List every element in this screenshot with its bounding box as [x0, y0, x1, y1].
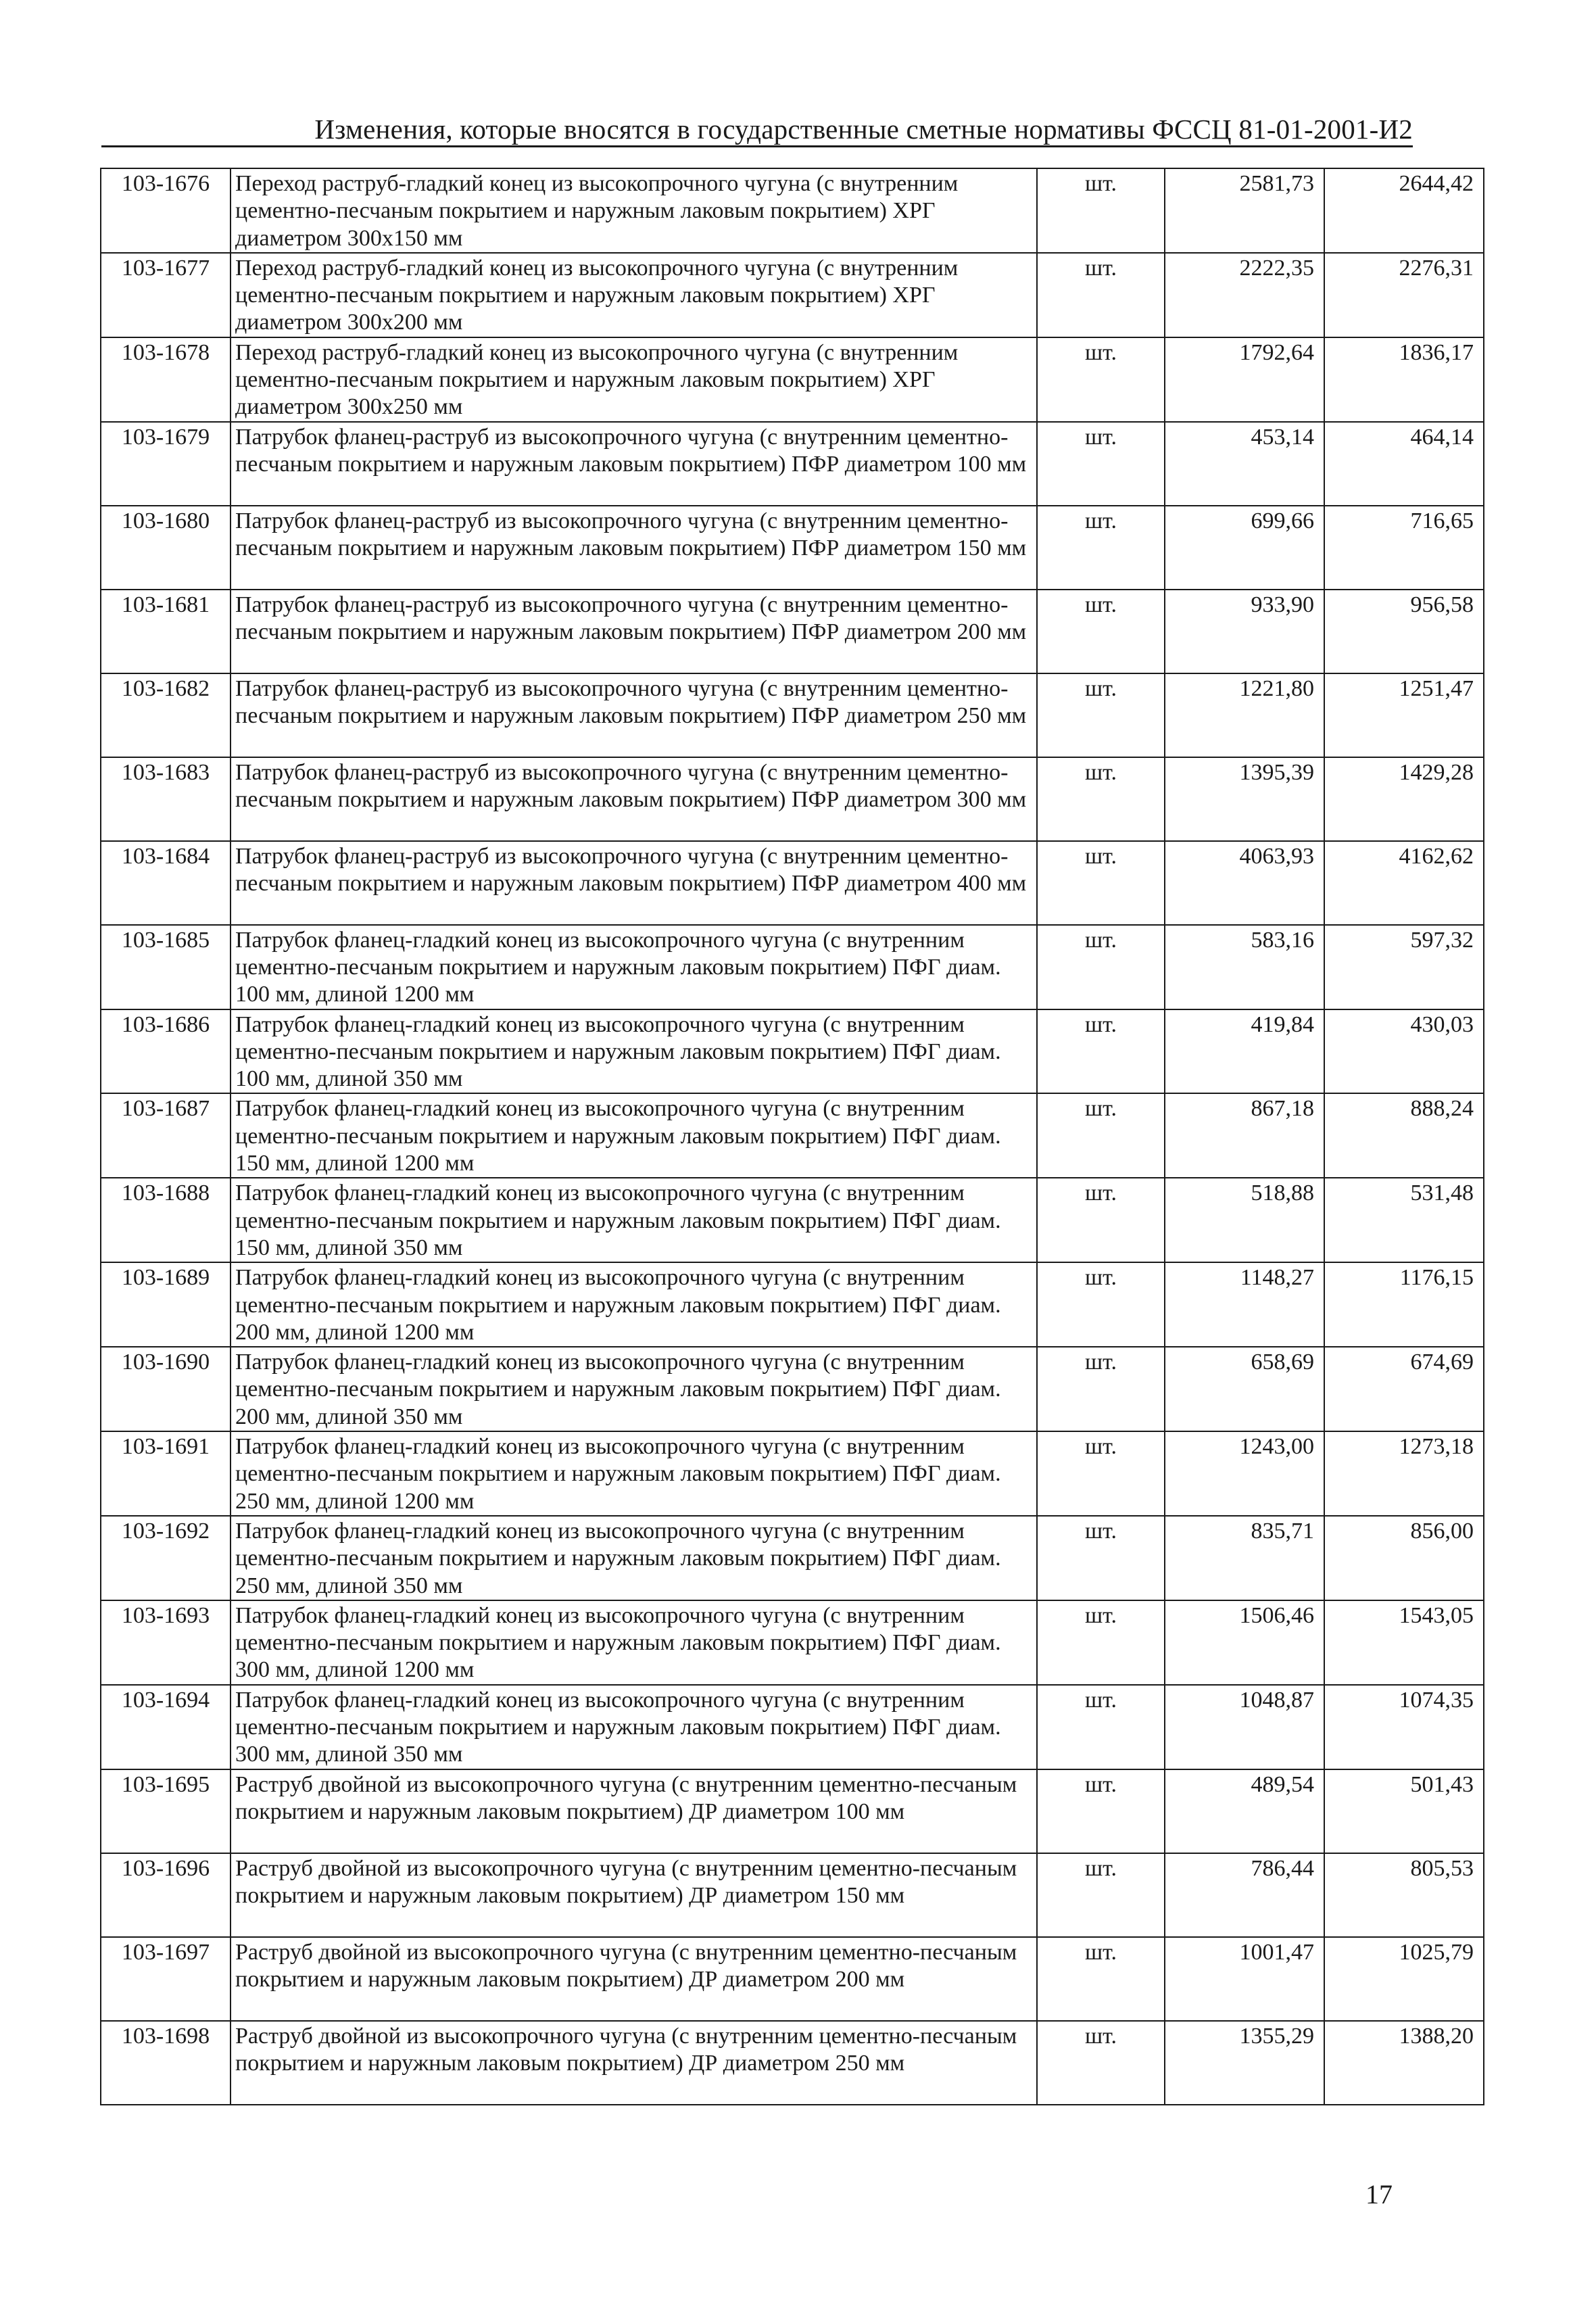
item-code: 103-1676 [101, 168, 231, 253]
item-price-1: 489,54 [1165, 1769, 1324, 1853]
item-price-2: 1025,79 [1324, 1937, 1484, 2021]
item-price-2: 1543,05 [1324, 1600, 1484, 1685]
item-unit: шт. [1037, 1347, 1165, 1431]
item-price-2: 805,53 [1324, 1853, 1484, 1937]
item-code: 103-1688 [101, 1178, 231, 1262]
item-code: 103-1683 [101, 757, 231, 841]
item-code: 103-1679 [101, 422, 231, 506]
item-price-2: 4162,62 [1324, 841, 1484, 925]
item-description: Патрубок фланец-гладкий конец из высокопрочного чугуна (с внутренним цементно-песчаным покрытием и наружным лаковым покрытием) ПФГ диам. 250 мм, длиной 350 мм [231, 1516, 1037, 1600]
item-description: Патрубок фланец-гладкий конец из высокопрочного чугуна (с внутренним цементно-песчаным покрытием и наружным лаковым покрытием) ПФГ диам. 300 мм, длиной 1200 мм [231, 1600, 1037, 1685]
item-code: 103-1685 [101, 925, 231, 1009]
item-unit: шт. [1037, 1516, 1165, 1600]
item-unit: шт. [1037, 337, 1165, 422]
item-price-1: 518,88 [1165, 1178, 1324, 1262]
table-row [101, 1516, 1484, 1600]
item-price-1: 1395,39 [1165, 757, 1324, 841]
table-row [101, 1347, 1484, 1431]
item-price-1: 867,18 [1165, 1093, 1324, 1178]
item-price-1: 1001,47 [1165, 1937, 1324, 2021]
item-unit: шт. [1037, 590, 1165, 673]
table-row [101, 841, 1484, 925]
item-code: 103-1684 [101, 841, 231, 925]
item-unit: шт. [1037, 1009, 1165, 1094]
item-price-2: 1836,17 [1324, 337, 1484, 422]
table-row [101, 253, 1484, 337]
table-row [101, 422, 1484, 506]
item-price-1: 933,90 [1165, 590, 1324, 673]
item-code: 103-1696 [101, 1853, 231, 1937]
item-code: 103-1687 [101, 1093, 231, 1178]
table-row [101, 1431, 1484, 1516]
item-price-1: 2581,73 [1165, 168, 1324, 253]
item-description: Раструб двойной из высокопрочного чугуна (с внутренним цементно-песчаным покрытием и наружным лаковым покрытием) ДР диаметром 200 мм [231, 1937, 1037, 2021]
item-price-2: 956,58 [1324, 590, 1484, 673]
item-price-2: 716,65 [1324, 506, 1484, 590]
item-unit: шт. [1037, 253, 1165, 337]
item-price-2: 1429,28 [1324, 757, 1484, 841]
item-price-2: 1074,35 [1324, 1685, 1484, 1769]
item-price-2: 856,00 [1324, 1516, 1484, 1600]
item-price-2: 1273,18 [1324, 1431, 1484, 1516]
item-description: Переход раструб-гладкий конец из высокопрочного чугуна (с внутренним цементно-песчаным покрытием и наружным лаковым покрытием) ХРГ диаметром 300х250 мм [231, 337, 1037, 422]
item-code: 103-1697 [101, 1937, 231, 2021]
item-description: Патрубок фланец-гладкий конец из высокопрочного чугуна (с внутренним цементно-песчаным покрытием и наружным лаковым покрытием) ПФГ диам. 250 мм, длиной 1200 мм [231, 1431, 1037, 1516]
item-description: Патрубок фланец-гладкий конец из высокопрочного чугуна (с внутренним цементно-песчаным покрытием и наружным лаковым покрытием) ПФГ диам. 150 мм, длиной 1200 мм [231, 1093, 1037, 1178]
item-price-1: 2222,35 [1165, 253, 1324, 337]
item-unit: шт. [1037, 841, 1165, 925]
item-code: 103-1691 [101, 1431, 231, 1516]
table-row [101, 1685, 1484, 1769]
item-description: Патрубок фланец-гладкий конец из высокопрочного чугуна (с внутренним цементно-песчаным покрытием и наружным лаковым покрытием) ПФГ диам. 100 мм, длиной 1200 мм [231, 925, 1037, 1009]
item-unit: шт. [1037, 1853, 1165, 1937]
item-price-2: 888,24 [1324, 1093, 1484, 1178]
item-price-1: 786,44 [1165, 1853, 1324, 1937]
item-description: Патрубок фланец-гладкий конец из высокопрочного чугуна (с внутренним цементно-песчаным покрытием и наружным лаковым покрытием) ПФГ диам. 100 мм, длиной 350 мм [231, 1009, 1037, 1094]
item-code: 103-1677 [101, 253, 231, 337]
item-unit: шт. [1037, 1937, 1165, 2021]
item-description: Патрубок фланец-раструб из высокопрочного чугуна (с внутренним цементно-песчаным покрытием и наружным лаковым покрытием) ПФР диаметром 150 мм [231, 506, 1037, 590]
item-unit: шт. [1037, 673, 1165, 757]
item-price-1: 453,14 [1165, 422, 1324, 506]
item-price-1: 4063,93 [1165, 841, 1324, 925]
table-row [101, 673, 1484, 757]
item-price-1: 583,16 [1165, 925, 1324, 1009]
item-price-1: 1243,00 [1165, 1431, 1324, 1516]
page-number: 17 [1365, 2179, 1393, 2210]
item-code: 103-1689 [101, 1262, 231, 1347]
table-row [101, 506, 1484, 590]
item-price-2: 674,69 [1324, 1347, 1484, 1431]
item-description: Патрубок фланец-раструб из высокопрочного чугуна (с внутренним цементно-песчаным покрытием и наружным лаковым покрытием) ПФР диаметром 250 мм [231, 673, 1037, 757]
price-table [100, 168, 1484, 2105]
item-price-1: 1048,87 [1165, 1685, 1324, 1769]
item-unit: шт. [1037, 1093, 1165, 1178]
table-row [101, 2021, 1484, 2105]
item-unit: шт. [1037, 2021, 1165, 2105]
item-description: Патрубок фланец-гладкий конец из высокопрочного чугуна (с внутренним цементно-песчаным покрытием и наружным лаковым покрытием) ПФГ диам. 300 мм, длиной 350 мм [231, 1685, 1037, 1769]
item-price-2: 1176,15 [1324, 1262, 1484, 1347]
table-row [101, 1769, 1484, 1853]
item-code: 103-1698 [101, 2021, 231, 2105]
table-row [101, 1262, 1484, 1347]
item-price-2: 1388,20 [1324, 2021, 1484, 2105]
item-price-2: 1251,47 [1324, 673, 1484, 757]
item-description: Патрубок фланец-гладкий конец из высокопрочного чугуна (с внутренним цементно-песчаным покрытием и наружным лаковым покрытием) ПФГ диам. 200 мм, длиной 1200 мм [231, 1262, 1037, 1347]
item-code: 103-1682 [101, 673, 231, 757]
item-code: 103-1686 [101, 1009, 231, 1094]
item-description: Патрубок фланец-раструб из высокопрочного чугуна (с внутренним цементно-песчаным покрытием и наружным лаковым покрытием) ПФР диаметром 200 мм [231, 590, 1037, 673]
item-price-2: 2644,42 [1324, 168, 1484, 253]
item-unit: шт. [1037, 506, 1165, 590]
item-code: 103-1694 [101, 1685, 231, 1769]
item-code: 103-1690 [101, 1347, 231, 1431]
item-description: Переход раструб-гладкий конец из высокопрочного чугуна (с внутренним цементно-песчаным покрытием и наружным лаковым покрытием) ХРГ диаметром 300х150 мм [231, 168, 1037, 253]
item-code: 103-1681 [101, 590, 231, 673]
item-price-2: 2276,31 [1324, 253, 1484, 337]
item-unit: шт. [1037, 1685, 1165, 1769]
item-unit: шт. [1037, 1600, 1165, 1685]
item-unit: шт. [1037, 168, 1165, 253]
item-price-2: 501,43 [1324, 1769, 1484, 1853]
item-description: Патрубок фланец-гладкий конец из высокопрочного чугуна (с внутренним цементно-песчаным покрытием и наружным лаковым покрытием) ПФГ диам. 150 мм, длиной 350 мм [231, 1178, 1037, 1262]
table-row [101, 337, 1484, 422]
item-price-1: 835,71 [1165, 1516, 1324, 1600]
table-row [101, 168, 1484, 253]
item-code: 103-1692 [101, 1516, 231, 1600]
item-code: 103-1680 [101, 506, 231, 590]
item-description: Раструб двойной из высокопрочного чугуна (с внутренним цементно-песчаным покрытием и наружным лаковым покрытием) ДР диаметром 150 мм [231, 1853, 1037, 1937]
item-description: Патрубок фланец-раструб из высокопрочного чугуна (с внутренним цементно-песчаным покрытием и наружным лаковым покрытием) ПФР диаметром 400 мм [231, 841, 1037, 925]
table-row [101, 1009, 1484, 1094]
item-price-2: 464,14 [1324, 422, 1484, 506]
item-description: Патрубок фланец-гладкий конец из высокопрочного чугуна (с внутренним цементно-песчаным покрытием и наружным лаковым покрытием) ПФГ диам. 200 мм, длиной 350 мм [231, 1347, 1037, 1431]
item-code: 103-1695 [101, 1769, 231, 1853]
item-description: Переход раструб-гладкий конец из высокопрочного чугуна (с внутренним цементно-песчаным покрытием и наружным лаковым покрытием) ХРГ диаметром 300х200 мм [231, 253, 1037, 337]
item-code: 103-1678 [101, 337, 231, 422]
item-unit: шт. [1037, 757, 1165, 841]
item-price-1: 1148,27 [1165, 1262, 1324, 1347]
item-price-1: 419,84 [1165, 1009, 1324, 1094]
table-row [101, 590, 1484, 673]
table-row [101, 1853, 1484, 1937]
header-rule [101, 145, 1413, 147]
item-description: Патрубок фланец-раструб из высокопрочного чугуна (с внутренним цементно-песчаным покрытием и наружным лаковым покрытием) ПФР диаметром 300 мм [231, 757, 1037, 841]
item-description: Раструб двойной из высокопрочного чугуна (с внутренним цементно-песчаным покрытием и наружным лаковым покрытием) ДР диаметром 100 мм [231, 1769, 1037, 1853]
table-row [101, 1178, 1484, 1262]
item-price-1: 1792,64 [1165, 337, 1324, 422]
item-unit: шт. [1037, 422, 1165, 506]
table-row [101, 1937, 1484, 2021]
price-table-body [101, 168, 1484, 2105]
item-unit: шт. [1037, 1262, 1165, 1347]
item-unit: шт. [1037, 1178, 1165, 1262]
table-row [101, 1093, 1484, 1178]
table-row [101, 1600, 1484, 1685]
item-description: Раструб двойной из высокопрочного чугуна (с внутренним цементно-песчаным покрытием и наружным лаковым покрытием) ДР диаметром 250 мм [231, 2021, 1037, 2105]
table-row [101, 757, 1484, 841]
item-price-1: 699,66 [1165, 506, 1324, 590]
item-unit: шт. [1037, 925, 1165, 1009]
item-price-2: 531,48 [1324, 1178, 1484, 1262]
item-price-2: 597,32 [1324, 925, 1484, 1009]
item-unit: шт. [1037, 1769, 1165, 1853]
item-price-1: 658,69 [1165, 1347, 1324, 1431]
item-price-1: 1355,29 [1165, 2021, 1324, 2105]
item-price-1: 1221,80 [1165, 673, 1324, 757]
item-description: Патрубок фланец-раструб из высокопрочного чугуна (с внутренним цементно-песчаным покрытием и наружным лаковым покрытием) ПФР диаметром 100 мм [231, 422, 1037, 506]
table-row [101, 925, 1484, 1009]
page-header-title: Изменения, которые вносятся в государственные сметные нормативы ФССЦ 81-01-2001-И2 [314, 114, 1413, 145]
item-price-1: 1506,46 [1165, 1600, 1324, 1685]
item-code: 103-1693 [101, 1600, 231, 1685]
item-unit: шт. [1037, 1431, 1165, 1516]
item-price-2: 430,03 [1324, 1009, 1484, 1094]
